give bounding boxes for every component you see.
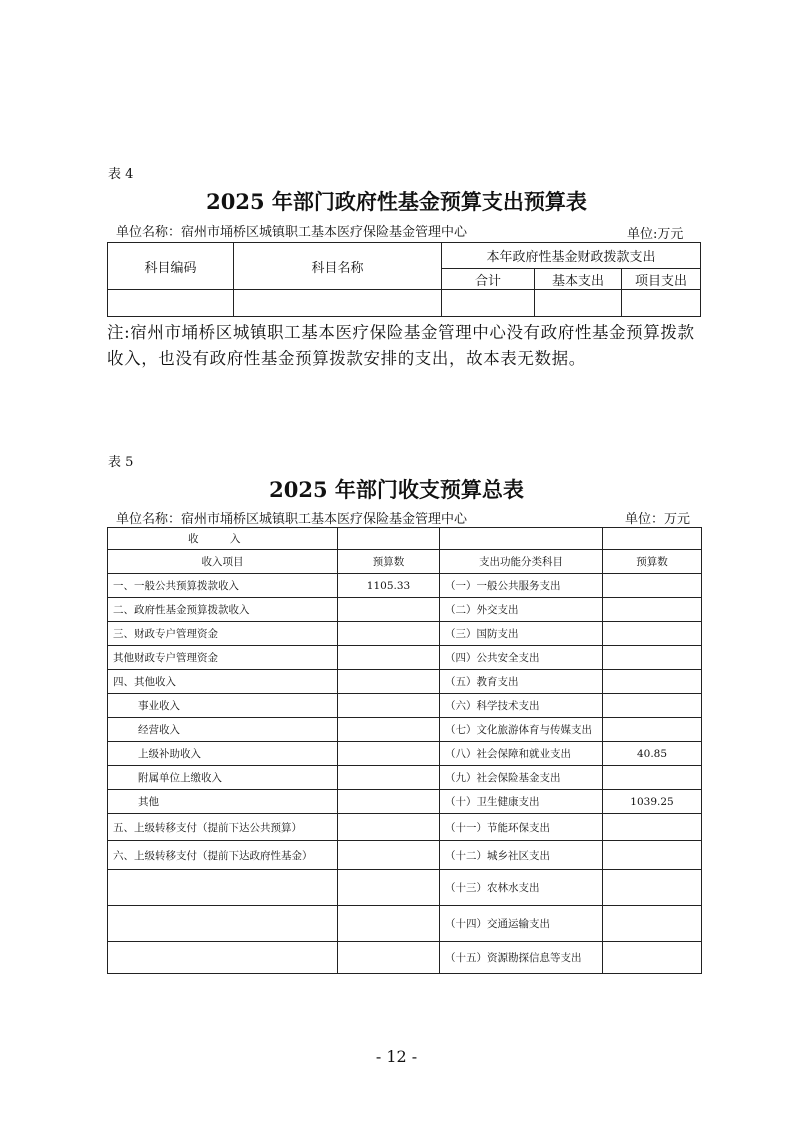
table-cell (622, 290, 701, 317)
table-cell (338, 622, 440, 646)
table4-unit-name: 单位名称：宿州市埇桥区城镇职工基本医疗保险基金管理中心 (116, 225, 468, 240)
table4-note: 注:宿州市埇桥区城镇职工基本医疗保险基金管理中心没有政府性基金预算拨款收入，也没有政府性基金预算拨款安排的支出，故本表无数据。 (107, 323, 695, 368)
page-number: - 12 - (375, 1047, 418, 1066)
table-cell (338, 718, 440, 742)
table-cell (603, 841, 702, 870)
table4 (107, 242, 701, 317)
table-row (108, 790, 702, 814)
table5 (107, 527, 702, 974)
table-row (108, 870, 702, 906)
table-cell (338, 742, 440, 766)
table-cell (603, 694, 702, 718)
table-cell (603, 622, 702, 646)
table-cell (603, 942, 702, 974)
table-cell (338, 670, 440, 694)
table-row (108, 841, 702, 870)
table4-unit: 单位:万元 (627, 227, 684, 242)
table5-col-header: 收入项目 (108, 550, 338, 574)
table-row (108, 906, 702, 942)
table-cell: 六、上级转移支付（提前下达政府性基金） (108, 841, 338, 870)
table-cell: 附属单位上缴收入 (108, 766, 338, 790)
table-row (108, 598, 702, 622)
table-cell (603, 718, 702, 742)
table-cell (603, 528, 702, 550)
table-cell: 三、财政专户管理资金 (108, 622, 338, 646)
table-row (108, 766, 702, 790)
table-cell: （十二）城乡社区支出 (440, 841, 603, 870)
table-cell (603, 598, 702, 622)
table-cell (338, 814, 440, 841)
table4-header-name: 科目名称 (234, 243, 442, 290)
table-cell: （七）文化旅游体育与传媒支出 (440, 718, 603, 742)
table4-label: 表 4 (108, 167, 134, 182)
table-cell: （十四）交通运输支出 (440, 906, 603, 942)
table5-unit-name: 单位名称：宿州市埇桥区城镇职工基本医疗保险基金管理中心 (116, 512, 468, 527)
table-cell (603, 646, 702, 670)
table-cell: 事业收入 (108, 694, 338, 718)
table-cell: （二）外交支出 (440, 598, 603, 622)
table-cell: 1039.25 (603, 790, 702, 814)
table-cell: （六）科学技术支出 (440, 694, 603, 718)
table-cell: （十五）资源勘探信息等支出 (440, 942, 603, 974)
table-cell (108, 870, 338, 906)
table-cell: 40.85 (603, 742, 702, 766)
table-cell (603, 766, 702, 790)
table4-header-total: 合计 (442, 269, 535, 290)
table-cell: （九）社会保险基金支出 (440, 766, 603, 790)
table-cell (338, 790, 440, 814)
table4-header-group: 本年政府性基金财政拨款支出 (442, 243, 701, 269)
table-row (108, 646, 702, 670)
table5-col-header: 预算数 (603, 550, 702, 574)
table4-header-basic: 基本支出 (535, 269, 622, 290)
table5-label: 表 5 (108, 455, 134, 470)
table-cell (603, 574, 702, 598)
table-cell (108, 290, 234, 317)
table-row (108, 718, 702, 742)
table5-title: 2025 年部门收支预算总表 (269, 477, 524, 502)
table5-col-header: 支出功能分类科目 (440, 550, 603, 574)
table-cell: 其他财政专户管理资金 (108, 646, 338, 670)
table-cell: （八）社会保障和就业支出 (440, 742, 603, 766)
table-cell (603, 670, 702, 694)
table-cell (338, 598, 440, 622)
table-cell: 一、一般公共预算拨款收入 (108, 574, 338, 598)
table4-header-project: 项目支出 (622, 269, 701, 290)
table-cell (603, 906, 702, 942)
table-cell: 上级补助收入 (108, 742, 338, 766)
table-row (108, 814, 702, 841)
table-cell: （四）公共安全支出 (440, 646, 603, 670)
table5-income-header: 收 入 (108, 528, 338, 550)
table-cell (440, 528, 603, 550)
table-cell (338, 766, 440, 790)
table-cell: （三）国防支出 (440, 622, 603, 646)
table-cell: （十三）农林水支出 (440, 870, 603, 906)
table-row (108, 694, 702, 718)
table-cell (338, 841, 440, 870)
table-cell (338, 528, 440, 550)
table-cell: （十一）节能环保支出 (440, 814, 603, 841)
table-row (108, 622, 702, 646)
table-cell (108, 906, 338, 942)
table-cell (603, 870, 702, 906)
table-cell: 五、上级转移支付（提前下达公共预算） (108, 814, 338, 841)
table-cell: （五）教育支出 (440, 670, 603, 694)
table-cell: 经营收入 (108, 718, 338, 742)
table-row (108, 574, 702, 598)
table5-col-header: 预算数 (338, 550, 440, 574)
table-cell (338, 870, 440, 906)
table-cell (338, 646, 440, 670)
table-cell (338, 694, 440, 718)
table5-unit: 单位：万元 (625, 512, 691, 527)
table4-empty-row (108, 290, 701, 317)
table-cell: 四、其他收入 (108, 670, 338, 694)
table4-header-code: 科目编码 (108, 243, 234, 290)
table-cell (108, 942, 338, 974)
table-row (108, 670, 702, 694)
table-cell: 二、政府性基金预算拨款收入 (108, 598, 338, 622)
table-cell: （十）卫生健康支出 (440, 790, 603, 814)
table-row (108, 942, 702, 974)
table-cell: 1105.33 (338, 574, 440, 598)
table-cell (338, 906, 440, 942)
table4-title: 2025 年部门政府性基金预算支出预算表 (206, 189, 587, 214)
table-cell (234, 290, 442, 317)
table-cell (603, 814, 702, 841)
table-row (108, 742, 702, 766)
table-cell (442, 290, 535, 317)
table-cell: 其他 (108, 790, 338, 814)
table-cell (535, 290, 622, 317)
table-cell (338, 942, 440, 974)
table-cell: （一）一般公共服务支出 (440, 574, 603, 598)
